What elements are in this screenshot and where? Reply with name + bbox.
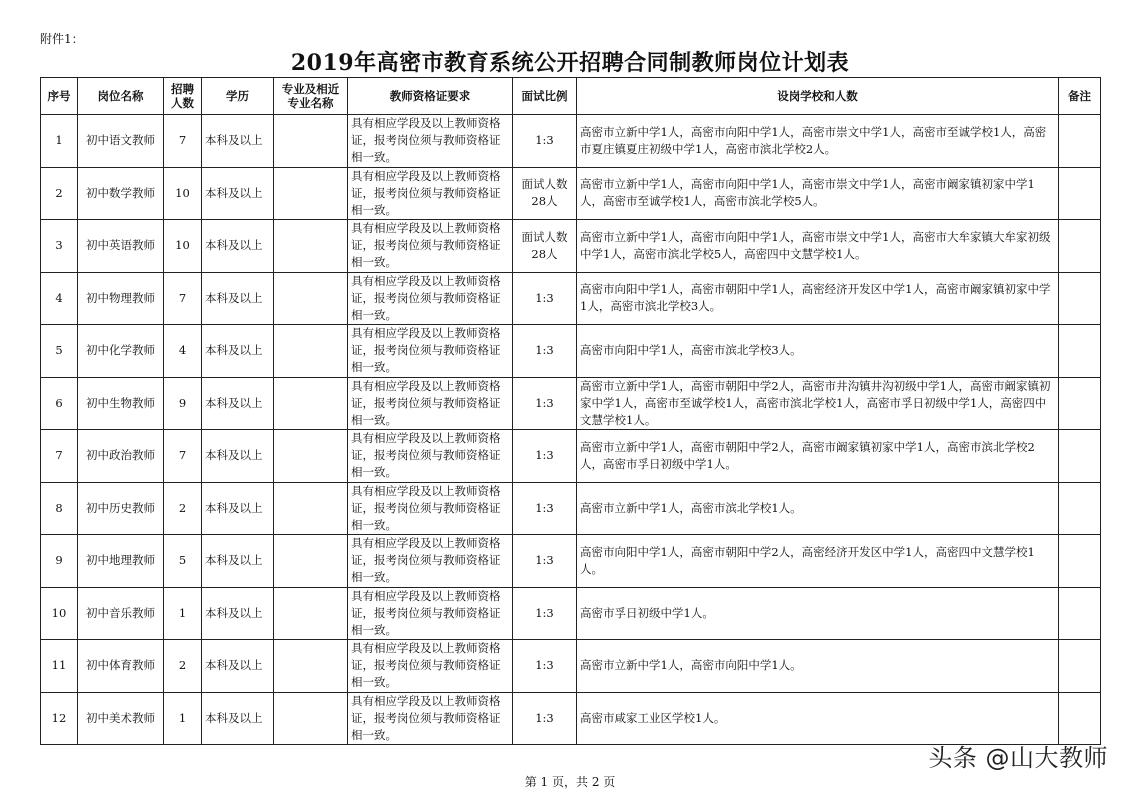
row-certificate: 具有相应学段及以上教师资格证，报考岗位须与教师资格证相一致。	[348, 482, 513, 535]
row-major	[274, 115, 348, 168]
watermark: 头条 @山大教师	[928, 744, 1108, 772]
row-remark	[1059, 377, 1101, 430]
row-ratio: 1:3	[513, 115, 577, 168]
row-schools: 高密市孚日初级中学1人。	[577, 587, 1059, 640]
row-seq: 9	[41, 535, 78, 588]
row-ratio: 1:3	[513, 535, 577, 588]
row-major	[274, 430, 348, 483]
row-count: 7	[164, 115, 202, 168]
position-plan-table	[40, 77, 1101, 745]
header-position: 岗位名称	[78, 78, 164, 115]
row-ratio: 1:3	[513, 272, 577, 325]
row-position: 初中地理教师	[78, 535, 164, 588]
row-major	[274, 692, 348, 745]
row-count: 1	[164, 587, 202, 640]
row-remark	[1059, 272, 1101, 325]
header-major: 专业及相近专业名称	[274, 78, 348, 115]
row-remark	[1059, 325, 1101, 378]
row-position: 初中物理教师	[78, 272, 164, 325]
row-position: 初中体育教师	[78, 640, 164, 693]
row-schools: 高密市立新中学1人，高密市向阳中学1人。	[577, 640, 1059, 693]
row-education: 本科及以上	[202, 115, 274, 168]
row-ratio: 面试人数28人	[513, 220, 577, 273]
row-major	[274, 377, 348, 430]
row-seq: 12	[41, 692, 78, 745]
row-ratio: 1:3	[513, 482, 577, 535]
row-ratio: 1:3	[513, 377, 577, 430]
row-seq: 5	[41, 325, 78, 378]
row-certificate: 具有相应学段及以上教师资格证，报考岗位须与教师资格证相一致。	[348, 325, 513, 378]
row-remark	[1059, 430, 1101, 483]
row-education: 本科及以上	[202, 587, 274, 640]
row-count: 7	[164, 272, 202, 325]
table-row	[41, 482, 1101, 535]
row-major	[274, 535, 348, 588]
row-education: 本科及以上	[202, 325, 274, 378]
row-schools: 高密市立新中学1人，高密市向阳中学1人，高密市崇文中学1人，高密市阚家镇初家中学1人，高密市至诚学校1人，高密市滨北学校5人。	[577, 167, 1059, 220]
row-schools: 高密市向阳中学1人，高密市朝阳中学1人，高密经济开发区中学1人，高密市阚家镇初家中学1人，高密市滨北学校3人。	[577, 272, 1059, 325]
row-certificate: 具有相应学段及以上教师资格证，报考岗位须与教师资格证相一致。	[348, 535, 513, 588]
header-ratio: 面试比例	[513, 78, 577, 115]
row-schools: 高密市向阳中学1人，高密市滨北学校3人。	[577, 325, 1059, 378]
row-remark	[1059, 482, 1101, 535]
table-header-row	[41, 78, 1101, 115]
header-education: 学历	[202, 78, 274, 115]
table-row	[41, 167, 1101, 220]
row-schools: 高密市向阳中学1人，高密市朝阳中学2人，高密经济开发区中学1人，高密四中文慧学校1人。	[577, 535, 1059, 588]
table-row	[41, 325, 1101, 378]
row-seq: 1	[41, 115, 78, 168]
table-row	[41, 272, 1101, 325]
row-seq: 11	[41, 640, 78, 693]
header-count: 招聘人数	[164, 78, 202, 115]
table-row	[41, 430, 1101, 483]
row-major	[274, 272, 348, 325]
row-certificate: 具有相应学段及以上教师资格证，报考岗位须与教师资格证相一致。	[348, 377, 513, 430]
row-education: 本科及以上	[202, 430, 274, 483]
table-row	[41, 115, 1101, 168]
row-education: 本科及以上	[202, 640, 274, 693]
row-schools: 高密市立新中学1人，高密市向阳中学1人，高密市崇文中学1人，高密市大牟家镇大牟家初级中学1人，高密市滨北学校5人，高密四中文慧学校1人。	[577, 220, 1059, 273]
row-schools: 高密市咸家工业区学校1人。	[577, 692, 1059, 745]
row-count: 2	[164, 482, 202, 535]
row-ratio: 1:3	[513, 430, 577, 483]
row-ratio: 1:3	[513, 325, 577, 378]
table-body	[41, 115, 1101, 745]
row-remark	[1059, 640, 1101, 693]
row-position: 初中生物教师	[78, 377, 164, 430]
row-seq: 6	[41, 377, 78, 430]
row-certificate: 具有相应学段及以上教师资格证，报考岗位须与教师资格证相一致。	[348, 272, 513, 325]
row-certificate: 具有相应学段及以上教师资格证，报考岗位须与教师资格证相一致。	[348, 430, 513, 483]
row-count: 7	[164, 430, 202, 483]
attachment-label: 附件1：	[40, 32, 84, 46]
row-education: 本科及以上	[202, 482, 274, 535]
table-row	[41, 535, 1101, 588]
row-position: 初中语文教师	[78, 115, 164, 168]
row-seq: 10	[41, 587, 78, 640]
row-count: 4	[164, 325, 202, 378]
header-remark: 备注	[1059, 78, 1101, 115]
row-remark	[1059, 220, 1101, 273]
row-ratio: 1:3	[513, 692, 577, 745]
row-major	[274, 220, 348, 273]
row-remark	[1059, 587, 1101, 640]
row-education: 本科及以上	[202, 377, 274, 430]
row-certificate: 具有相应学段及以上教师资格证，报考岗位须与教师资格证相一致。	[348, 640, 513, 693]
row-count: 5	[164, 535, 202, 588]
row-remark	[1059, 167, 1101, 220]
row-position: 初中美术教师	[78, 692, 164, 745]
document-title: 2019年高密市教育系统公开招聘合同制教师岗位计划表	[290, 50, 850, 76]
row-schools: 高密市立新中学1人，高密市滨北学校1人。	[577, 482, 1059, 535]
row-count: 1	[164, 692, 202, 745]
row-education: 本科及以上	[202, 535, 274, 588]
row-seq: 4	[41, 272, 78, 325]
row-position: 初中历史教师	[78, 482, 164, 535]
row-schools: 高密市立新中学1人，高密市朝阳中学2人，高密市阚家镇初家中学1人，高密市滨北学校2人，高密市孚日初级中学1人。	[577, 430, 1059, 483]
row-certificate: 具有相应学段及以上教师资格证，报考岗位须与教师资格证相一致。	[348, 167, 513, 220]
table-row	[41, 640, 1101, 693]
row-certificate: 具有相应学段及以上教师资格证，报考岗位须与教师资格证相一致。	[348, 115, 513, 168]
row-count: 2	[164, 640, 202, 693]
header-seq: 序号	[41, 78, 78, 115]
row-certificate: 具有相应学段及以上教师资格证，报考岗位须与教师资格证相一致。	[348, 220, 513, 273]
row-education: 本科及以上	[202, 167, 274, 220]
row-remark	[1059, 115, 1101, 168]
row-schools: 高密市立新中学1人，高密市朝阳中学2人，高密市井沟镇井沟初级中学1人，高密市阚家镇初家中学1人，高密市至诚学校1人，高密市滨北学校1人，高密市孚日初级中学1人，高密四中文慧学校1人。	[577, 377, 1059, 430]
row-position: 初中音乐教师	[78, 587, 164, 640]
row-certificate: 具有相应学段及以上教师资格证，报考岗位须与教师资格证相一致。	[348, 692, 513, 745]
table-row	[41, 587, 1101, 640]
row-position: 初中数学教师	[78, 167, 164, 220]
page-footer: 第 1 页，共 2 页	[524, 775, 616, 789]
table-row	[41, 220, 1101, 273]
row-position: 初中英语教师	[78, 220, 164, 273]
row-major	[274, 482, 348, 535]
row-ratio: 面试人数28人	[513, 167, 577, 220]
row-major	[274, 587, 348, 640]
row-schools: 高密市立新中学1人，高密市向阳中学1人，高密市崇文中学1人，高密市至诚学校1人，高密市夏庄镇夏庄初级中学1人，高密市滨北学校2人。	[577, 115, 1059, 168]
row-ratio: 1:3	[513, 587, 577, 640]
row-major	[274, 167, 348, 220]
row-position: 初中政治教师	[78, 430, 164, 483]
row-education: 本科及以上	[202, 220, 274, 273]
table-row	[41, 377, 1101, 430]
row-seq: 3	[41, 220, 78, 273]
table-row	[41, 692, 1101, 745]
row-ratio: 1:3	[513, 640, 577, 693]
row-count: 10	[164, 220, 202, 273]
row-education: 本科及以上	[202, 272, 274, 325]
row-education: 本科及以上	[202, 692, 274, 745]
row-position: 初中化学教师	[78, 325, 164, 378]
row-remark	[1059, 692, 1101, 745]
row-count: 9	[164, 377, 202, 430]
row-major	[274, 640, 348, 693]
header-schools: 设岗学校和人数	[577, 78, 1059, 115]
row-seq: 2	[41, 167, 78, 220]
row-major	[274, 325, 348, 378]
row-certificate: 具有相应学段及以上教师资格证，报考岗位须与教师资格证相一致。	[348, 587, 513, 640]
row-remark	[1059, 535, 1101, 588]
row-seq: 7	[41, 430, 78, 483]
row-seq: 8	[41, 482, 78, 535]
row-count: 10	[164, 167, 202, 220]
header-certificate: 教师资格证要求	[348, 78, 513, 115]
